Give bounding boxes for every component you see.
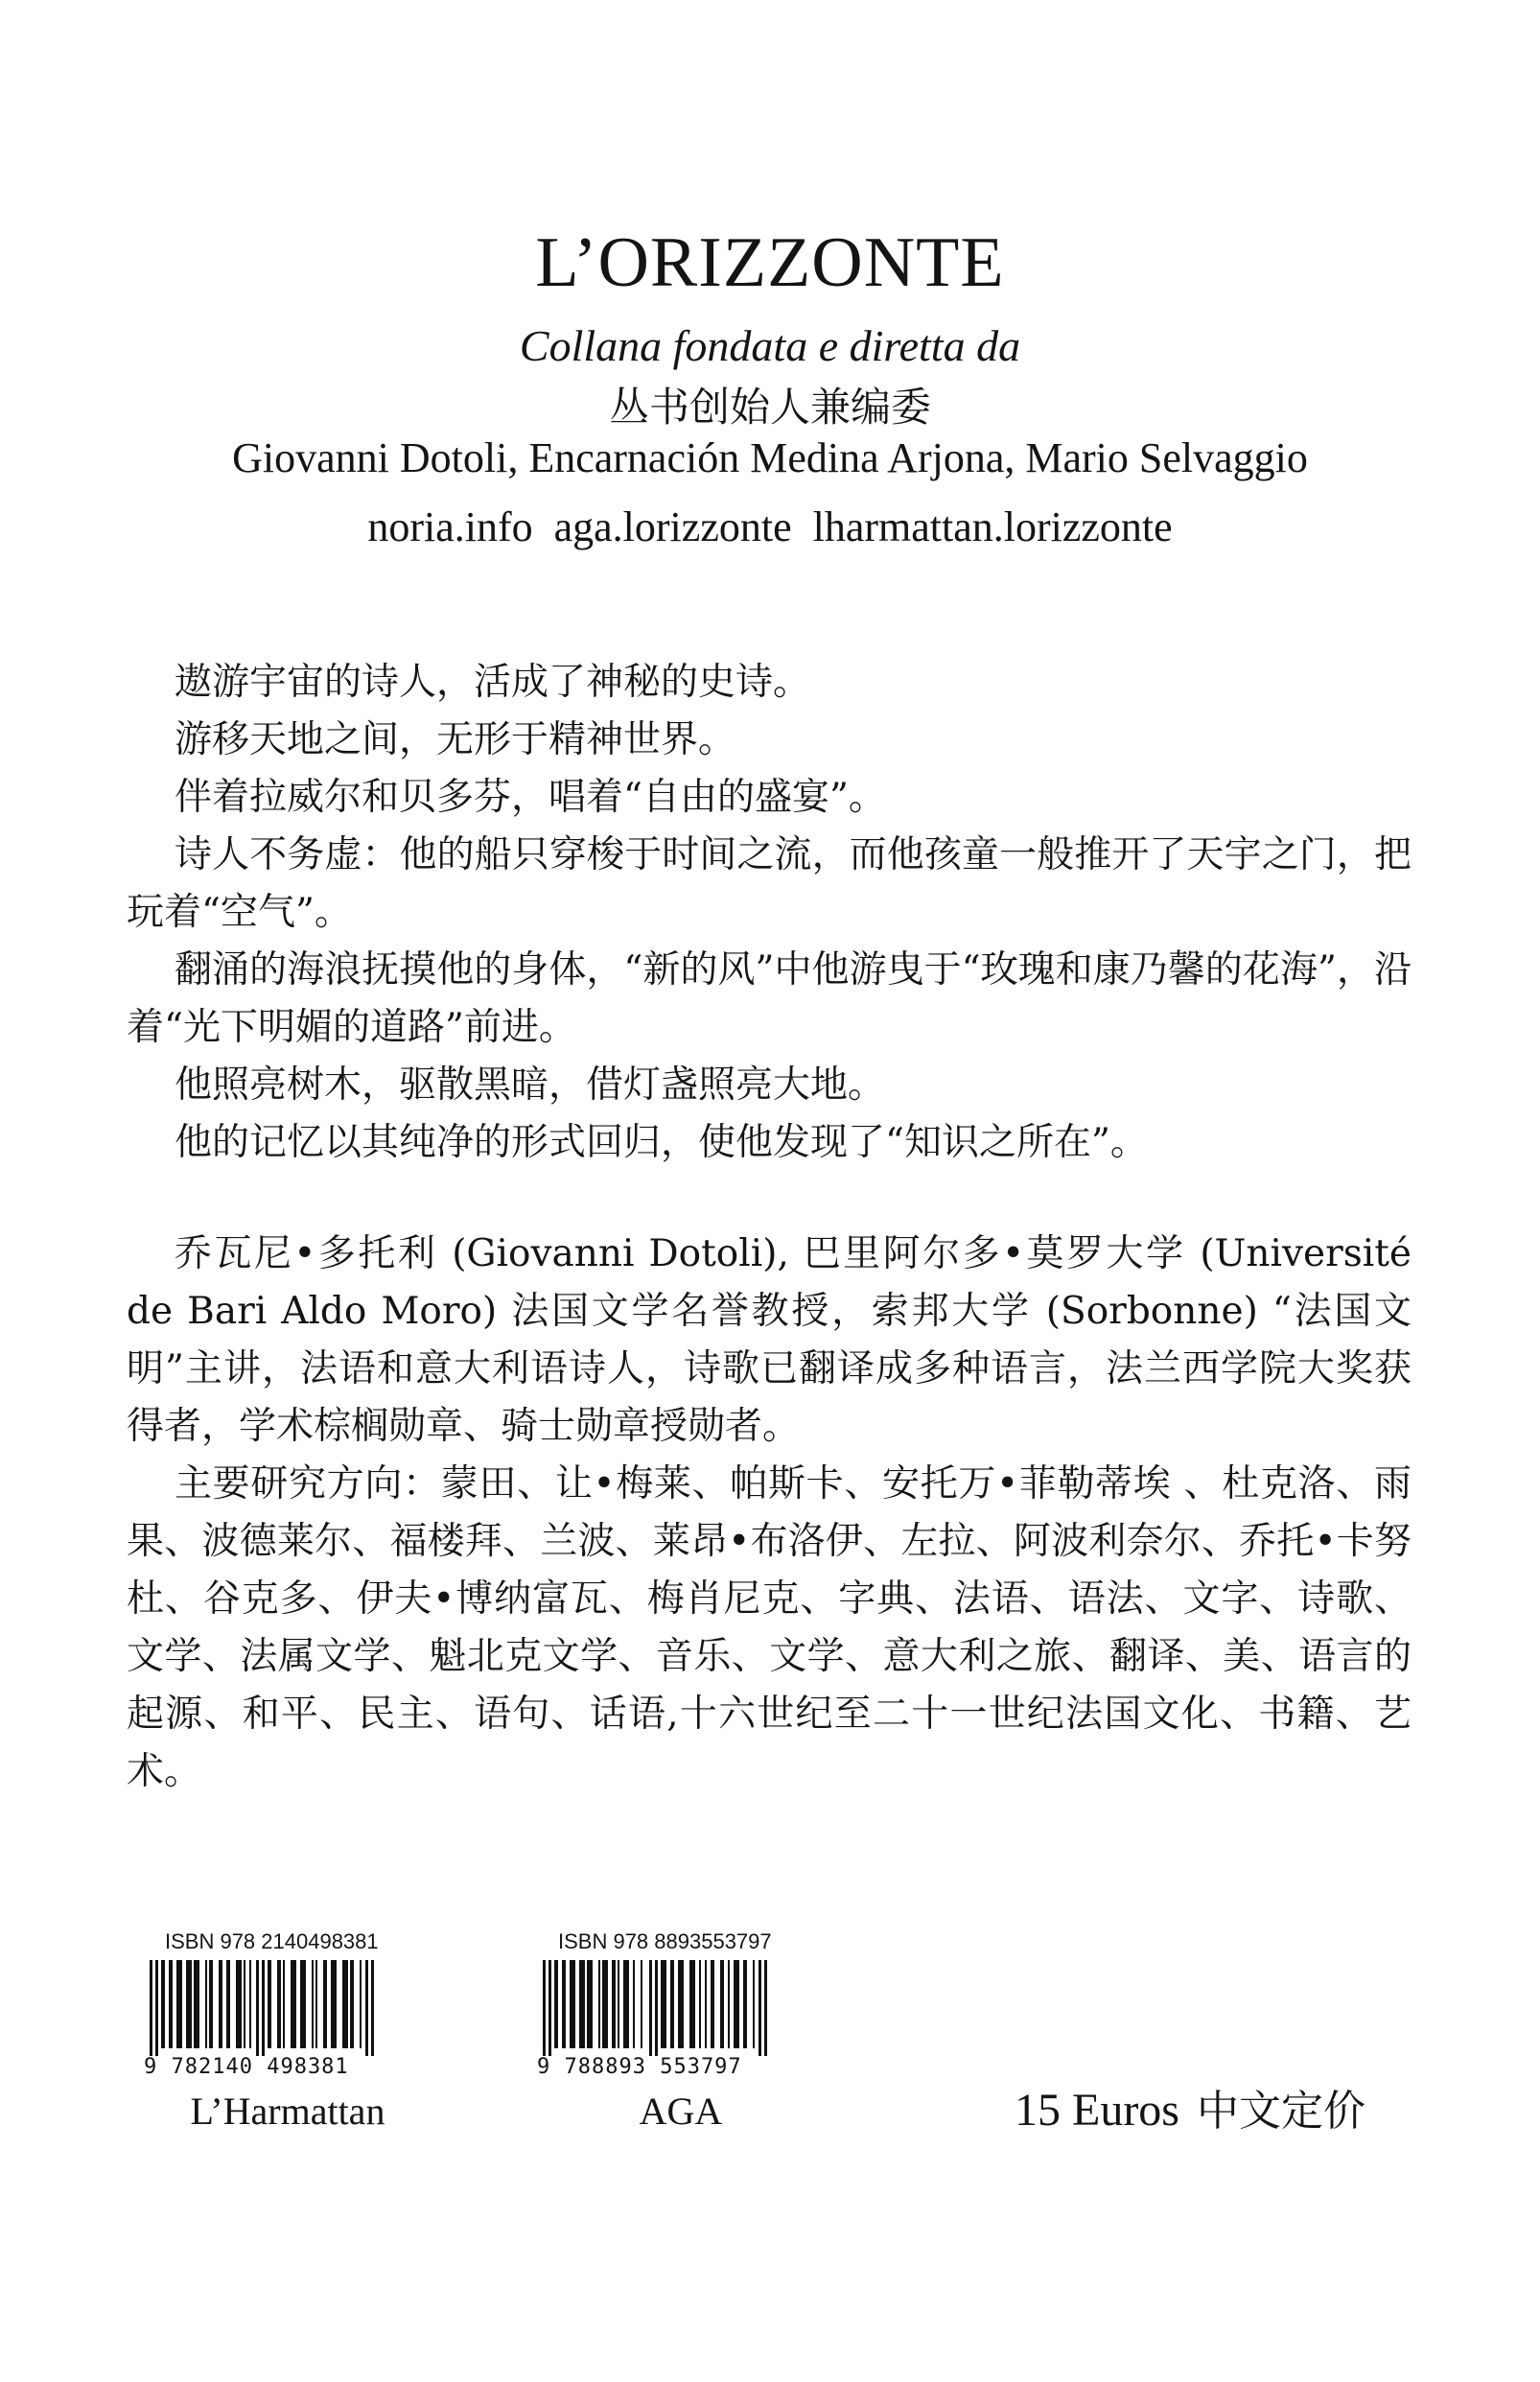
bio-paragraph: 乔瓦尼•多托利 (Giovanni Dotoli), 巴里阿尔多•莫罗大学 (Université de Bari Aldo Moro) 法国文学名誉教授，索邦大学 (Sorbonne) “法国文明”主讲，法语和意大利语诗人，诗歌已翻译成多种语言，法兰西学院大奖获得者，学术棕榈勋章、骑士勋章授勋者。 [127,1232,1412,1448]
barcode-bar [612,1960,616,2048]
barcode-bars [537,1960,815,2056]
barcode-bar [312,1960,314,2048]
publisher-aga: AGA [639,2090,723,2133]
price [1015,2076,1365,2137]
barcode-bar [728,1960,730,2048]
isbn-label: ISBN 978 2140498381 [165,1929,379,1953]
barcode-bar [655,1960,658,2056]
series-subtitle-chinese: 丛书创始人兼编委 [608,384,931,431]
barcode-bar [277,1960,281,2048]
barcode-bar [256,1960,259,2056]
barcode-bar [283,1960,285,2048]
poem-paragraph: 他的记忆以其纯净的形式回归，使他发现了“知识之所在”。 [175,1121,1148,1164]
barcode-bar [758,1960,761,2056]
barcode-bar [244,1960,245,2048]
series-title: L’ORIZZONTE [535,223,1005,302]
barcode-bar [705,1960,707,2048]
barcode-bar [579,1960,585,2048]
poem-paragraph: 翻涌的海浪抚摸他的身体，“新的风”中他游曳于“玫瑰和康乃馨的花海”，沿着“光下明媚的道路”前进。 [127,948,1412,1049]
poem-paragraph: 游移天地之间，无形于精神世界。 [175,718,736,761]
barcode-bar [554,1960,558,2048]
barcode-bar [300,1960,306,2048]
barcode-bar [186,1960,192,2048]
barcode-bar [548,1960,551,2056]
barcode-bar [602,1960,608,2048]
barcode-bar [623,1960,629,2048]
barcode-bar [236,1960,242,2048]
barcode-bar [155,1960,158,2056]
barcode-bar [743,1960,747,2048]
barcode-bar [633,1960,635,2048]
barcode-bar [371,1960,374,2056]
barcode-bar [598,1960,600,2048]
barcode-bar [291,1960,296,2048]
poem-paragraph: 他照亮树木，驱散黑暗，借灯盏照亮大地。 [175,1063,886,1107]
barcode-bar [342,1960,348,2048]
barcode-bar [670,1960,674,2048]
barcode-bar [678,1960,684,2048]
barcode-bar [205,1960,207,2048]
barcode-bar [219,1960,222,2048]
barcode-bar [720,1960,724,2048]
barcode-bar [226,1960,230,2048]
isbn-label: ISBN 978 8893553797 [558,1929,772,1953]
barcode-bar [209,1960,213,2048]
poem-paragraph: 遨游宇宙的诗人，活成了神秘的史诗。 [175,661,811,704]
barcode-bar [764,1960,767,2056]
series-editors: Giovanni Dotoli, Encarnación Medina Arjona, Mario Selvaggio [232,434,1308,481]
barcode-bar [194,1960,199,2048]
barcode-bar [268,1960,271,2048]
barcode-bar [618,1960,619,2048]
barcode-bar [323,1960,327,2048]
barcode-bar [641,1960,642,2048]
barcode-bar [570,1960,575,2048]
barcode-bar [543,1960,546,2056]
barcode-bar [350,1960,354,2048]
price-amount: 15 Euros [1015,2085,1179,2136]
barcode-bar [169,1960,173,2048]
barcode-bar [360,1960,362,2048]
poem-text [127,654,1412,1172]
barcode-bar [587,1960,593,2048]
publisher-harmattan: L’Harmattan [190,2090,385,2133]
website-lharmattan: lharmattan.lorizzonte [812,503,1173,550]
barcode-bar [365,1960,368,2056]
barcode-bar [331,1960,337,2048]
barcode-bar [262,1960,265,2056]
barcode-bar [661,1960,666,2048]
website-aga: aga.lorizzonte [553,503,792,550]
barcode-bar [315,1960,317,2048]
poem-paragraph: 诗人不务虚：他的船只穿梭于时间之流，而他孩童一般推开了天宇之门，把玩着“空气”。 [127,833,1412,934]
barcode-bar [176,1960,182,2048]
series-subtitle-italian: Collana fondata e diretta da [519,321,1021,370]
barcode-bar [753,1960,755,2048]
barcode-bar [711,1960,714,2048]
author-bio [127,1226,1412,1801]
barcode-bar [649,1960,652,2056]
website-noria: noria.info [367,503,533,550]
series-websites [0,502,1540,551]
barcode-bar [689,1960,695,2048]
barcode-bar [150,1960,152,2056]
ean-digits: 9 782140 498381 [144,2055,349,2079]
barcode-bars [144,1960,422,2056]
price-chinese-label: 中文定价 [1196,2087,1365,2136]
barcode-bar [562,1960,566,2048]
ean-digits: 9 788893 553797 [537,2055,742,2079]
barcode-bar [734,1960,739,2048]
barcode-bar [699,1960,701,2048]
barcode-bar [161,1960,165,2048]
barcode-bar [249,1960,251,2048]
research-paragraph: 主要研究方向：蒙田、让•梅莱、帕斯卡、安托万•菲勒蒂埃 、杜克洛、雨果、波德莱尔、福楼拜、兰波、莱昂•布洛伊、左拉、阿波利奈尔、乔托•卡努杜、谷克多、伊夫•博纳富瓦、梅肖尼克、字典、法语、语法、文字、诗歌、文学、法属文学、魁北克文学、音乐、文学、意大利之旅、翻译、美、语言的起源、和平、民主、语句、话语,十六世纪至二十一世纪法国文化、书籍、艺术。 [127,1462,1412,1793]
poem-paragraph: 伴着拉威尔和贝多芬，唱着“自由的盛宴”。 [175,776,886,819]
